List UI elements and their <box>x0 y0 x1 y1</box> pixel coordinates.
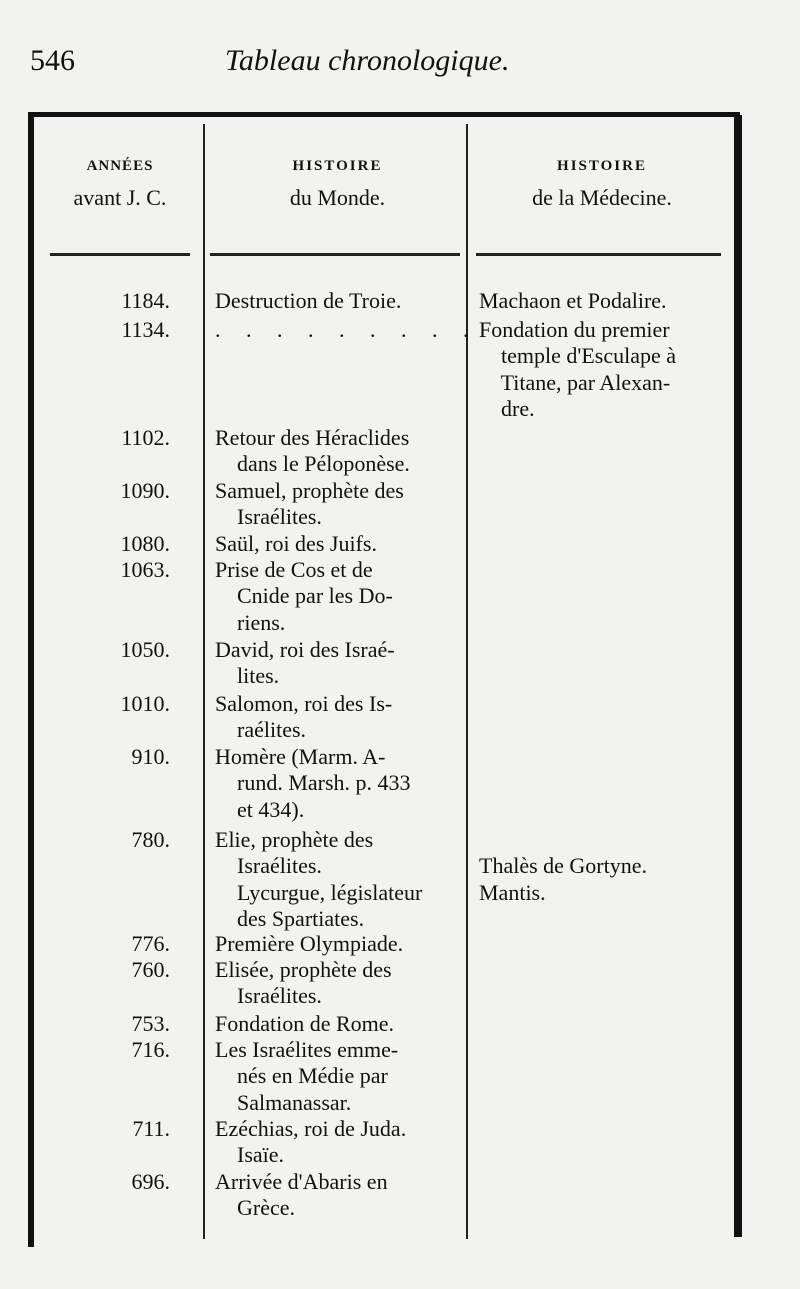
world-history-line: Arrivée d'Abaris en <box>215 1169 388 1194</box>
medicine-history-line: Mantis. <box>479 879 546 905</box>
world-history-line: nés en Médie par <box>215 1063 388 1089</box>
table-left-border <box>28 112 34 1247</box>
header-rule <box>210 253 460 256</box>
world-history-line: Elie, prophète des <box>215 827 374 852</box>
world-history-line: dans le Péloponèse. <box>215 451 410 477</box>
world-history-line: Salomon, roi des Is- <box>215 691 393 716</box>
medicine-history-line: dre. <box>479 395 535 421</box>
header-world <box>210 158 465 211</box>
year-cell: 760. <box>131 957 170 982</box>
world-history-line: David, roi des Israé- <box>215 637 395 662</box>
year-cell: 776. <box>131 931 170 956</box>
header-years-line1: ANNÉES <box>86 158 154 174</box>
medicine-history-line: Machaon et Podalire. <box>479 288 667 313</box>
world-history-line: Isaïe. <box>215 1142 285 1168</box>
world-history-line: Destruction de Troie. <box>215 288 402 313</box>
world-history-line: Cnide par les Do- <box>215 583 393 609</box>
world-history-line: Israélites. <box>215 504 322 530</box>
year-cell: 696. <box>131 1169 170 1194</box>
world-history-line: lites. <box>215 663 280 689</box>
medicine-history-line: Fondation du premier <box>479 317 670 342</box>
world-history-line: Grèce. <box>215 1195 296 1221</box>
header-medicine <box>472 158 732 211</box>
header-medicine-line1: HISTOIRE <box>557 158 647 174</box>
page-number: 546 <box>30 44 75 77</box>
world-history-line: des Spartiates. <box>215 905 365 931</box>
world-history-line: Saül, roi des Juifs. <box>215 531 377 556</box>
running-title: Tableau chronologique. <box>225 44 510 77</box>
world-history-line: . . . . . . . . . <box>215 317 479 342</box>
world-history-line: Fondation de Rome. <box>215 1011 395 1036</box>
world-history-line: Retour des Héraclides <box>215 425 410 450</box>
header-rule <box>476 253 721 256</box>
table-top-border <box>28 112 740 117</box>
world-history-line: rund. Marsh. p. 433 <box>215 770 411 796</box>
world-history-line: Israélites. <box>215 983 322 1009</box>
year-cell: 753. <box>131 1011 170 1036</box>
column-divider <box>466 124 468 1239</box>
year-cell: 1080. <box>120 531 170 556</box>
header-world-line2: du Monde. <box>289 185 386 210</box>
medicine-history-line: Titane, par Alexan- <box>479 369 671 395</box>
world-history-line: et 434). <box>215 796 305 822</box>
world-history-line: Prise de Cos et de <box>215 557 373 582</box>
world-history-line: riens. <box>215 609 286 635</box>
world-history-line: Samuel, prophète des <box>215 478 404 503</box>
year-cell: 1050. <box>120 637 170 662</box>
year-cell: 1010. <box>120 691 170 716</box>
year-cell: 1063. <box>120 557 170 582</box>
year-cell: 711. <box>132 1116 170 1141</box>
year-cell: 1102. <box>121 425 170 450</box>
world-history-line: Ezéchias, roi de Juda. <box>215 1116 407 1141</box>
medicine-history-line: temple d'Esculape à <box>479 343 677 369</box>
world-history-line: Les Israélites emme- <box>215 1037 399 1062</box>
world-history-line: Israélites. <box>215 853 322 879</box>
header-rule <box>50 253 190 256</box>
world-history-line: Première Olympiade. <box>215 931 404 956</box>
medicine-history-line: Thalès de Gortyne. <box>479 853 647 879</box>
header-years-line2: avant J. C. <box>73 185 167 210</box>
world-history-line: Elisée, prophète des <box>215 957 392 982</box>
world-history-line: Lycurgue, législateur <box>215 879 423 905</box>
header-world-line1: HISTOIRE <box>292 158 383 174</box>
world-history-line: raélites. <box>215 717 307 743</box>
world-history-line: Salmanassar. <box>215 1089 352 1115</box>
header-years <box>40 158 200 211</box>
column-divider <box>203 124 205 1239</box>
year-cell: 910. <box>131 744 170 769</box>
year-cell: 780. <box>131 827 170 852</box>
year-cell: 716. <box>131 1037 170 1062</box>
header-medicine-line2: de la Médecine. <box>532 185 672 210</box>
year-cell: 1090. <box>120 478 170 503</box>
table-right-border <box>734 115 742 1237</box>
year-cell: 1184. <box>121 288 170 313</box>
world-history-line: Homère (Marm. A- <box>215 744 386 769</box>
year-cell: 1134. <box>121 317 170 342</box>
